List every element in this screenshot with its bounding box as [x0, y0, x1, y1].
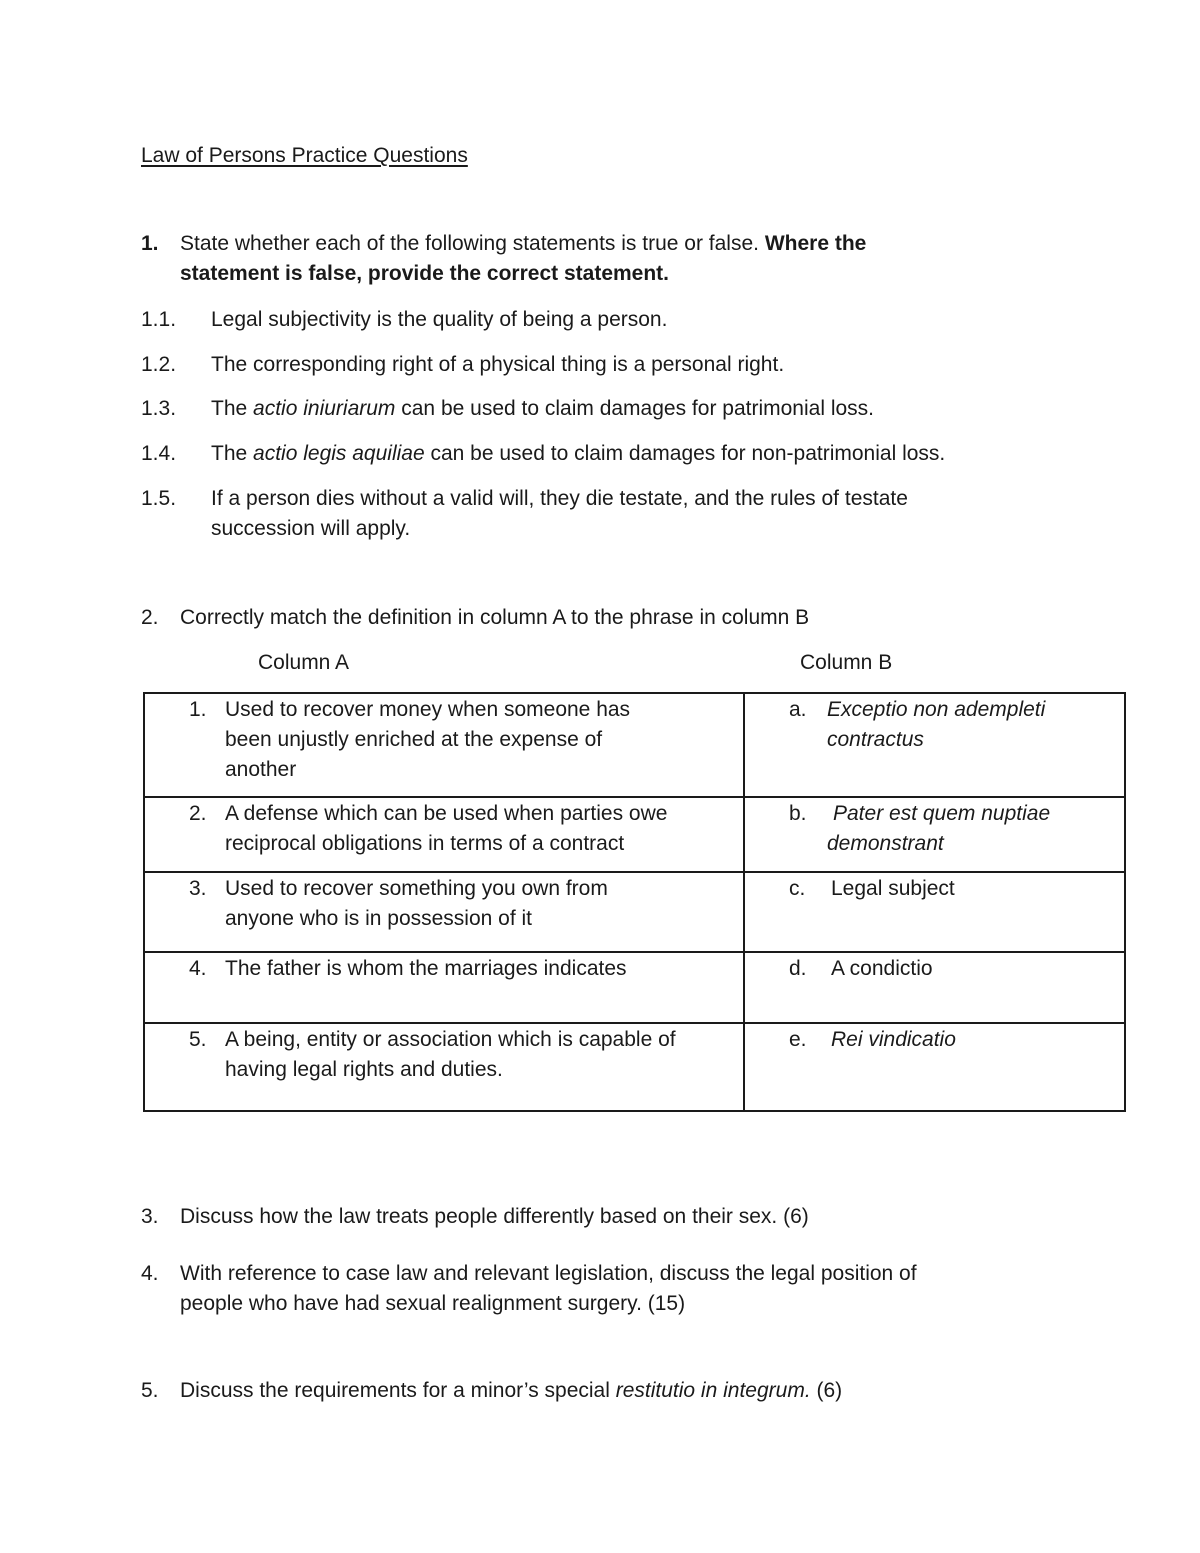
q4-text-line1: With reference to case law and relevant legislation, discuss the legal position of — [180, 1262, 917, 1285]
column-a-cell — [144, 693, 744, 797]
q1-bold-a: Where the — [764, 232, 867, 255]
q1-text-line1 — [180, 229, 866, 259]
q1-text: State whether each of the following statements is true or false. — [180, 232, 765, 255]
phrase-text: A condictio — [831, 956, 933, 980]
phrase-text: Rei vindicatio — [831, 1027, 956, 1051]
q2-number: 2. — [141, 606, 159, 629]
page-title: Law of Persons Practice Questions — [141, 144, 468, 167]
q4-text-line2: people who have had sexual realignment surgery. (15) — [180, 1292, 686, 1315]
column-b-cell — [744, 1023, 1125, 1111]
q1-item-num: 1.4. — [141, 442, 177, 465]
phrase-letter: c. — [789, 877, 806, 901]
q1-item-text: The actio legis aquiliae can be used to claim damages for non-patrimonial loss. — [211, 442, 946, 465]
phrase-letter: d. — [789, 956, 807, 980]
phrase-text: Exceptio non adempleti contractus — [827, 698, 1046, 751]
column-a-cell — [144, 952, 744, 1023]
q3-text: Discuss how the law treats people differently based on their sex. (6) — [180, 1205, 809, 1228]
q1-bold-b: statement is false, provide the correct statement. — [180, 262, 669, 285]
table-row — [144, 952, 1125, 1023]
table-row — [144, 872, 1125, 951]
column-a-header: Column A — [258, 651, 350, 674]
q1-item-text: The corresponding right of a physical thing is a personal right. — [211, 353, 785, 376]
phrase-letter: a. — [789, 698, 807, 721]
phrase-text: Legal subject — [831, 877, 955, 901]
q1-item-num: 1.3. — [141, 397, 177, 420]
definition-text: Used to recover something you own from anyone who is in possession of it — [225, 877, 608, 931]
matching-table — [143, 692, 1126, 1112]
q1-item-text: The actio iniuriarum can be used to claim damages for patrimonial loss. — [211, 397, 874, 420]
q5-text: Discuss the requirements for a minor’s special restitutio in integrum. (6) — [180, 1379, 843, 1402]
q1-number: 1. — [141, 232, 159, 255]
definition-number: 2. — [189, 802, 207, 826]
table-row — [144, 797, 1125, 872]
definition-text: The father is whom the marriages indicates — [225, 956, 627, 980]
column-b-cell — [744, 693, 1125, 797]
column-a-cell — [144, 1023, 744, 1111]
q1-text-line2 — [180, 259, 669, 289]
q2-text: Correctly match the definition in column A to the phrase in column B — [180, 606, 810, 629]
q1-item-num: 1.5. — [141, 487, 177, 510]
q1-item-num: 1.2. — [141, 353, 177, 376]
definition-text: A defense which can be used when parties owe reciprocal obligations in terms of a contract — [225, 802, 668, 856]
column-b-cell — [744, 952, 1125, 1023]
column-a-cell — [144, 797, 744, 872]
column-a-cell — [144, 872, 744, 951]
phrase-text: Pater est quem nuptiae demonstrant — [827, 802, 1051, 856]
q3-number: 3. — [141, 1205, 159, 1228]
q4-number: 4. — [141, 1262, 159, 1285]
definition-text: A being, entity or association which is capable of having legal rights and duties. — [225, 1027, 676, 1081]
definition-number: 3. — [189, 877, 207, 901]
column-b-header: Column B — [800, 651, 893, 674]
phrase-letter: e. — [789, 1027, 807, 1051]
table-row — [144, 1023, 1125, 1111]
q1-item-text-line1: If a person dies without a valid will, they die testate, and the rules of testate — [211, 487, 908, 510]
q1-item-text-line2: succession will apply. — [211, 517, 411, 540]
definition-number: 5. — [189, 1027, 207, 1051]
column-b-cell — [744, 797, 1125, 872]
phrase-letter: b. — [789, 802, 807, 826]
q5-number: 5. — [141, 1379, 159, 1402]
column-b-cell — [744, 872, 1125, 951]
definition-text: Used to recover money when someone has been unjustly enriched at the expense of another — [225, 698, 631, 781]
q1-item-num: 1.1. — [141, 308, 177, 331]
table-row — [144, 693, 1125, 797]
definition-number: 1. — [189, 698, 207, 721]
q1-item-text: Legal subjectivity is the quality of being a person. — [211, 308, 668, 331]
definition-number: 4. — [189, 956, 207, 980]
